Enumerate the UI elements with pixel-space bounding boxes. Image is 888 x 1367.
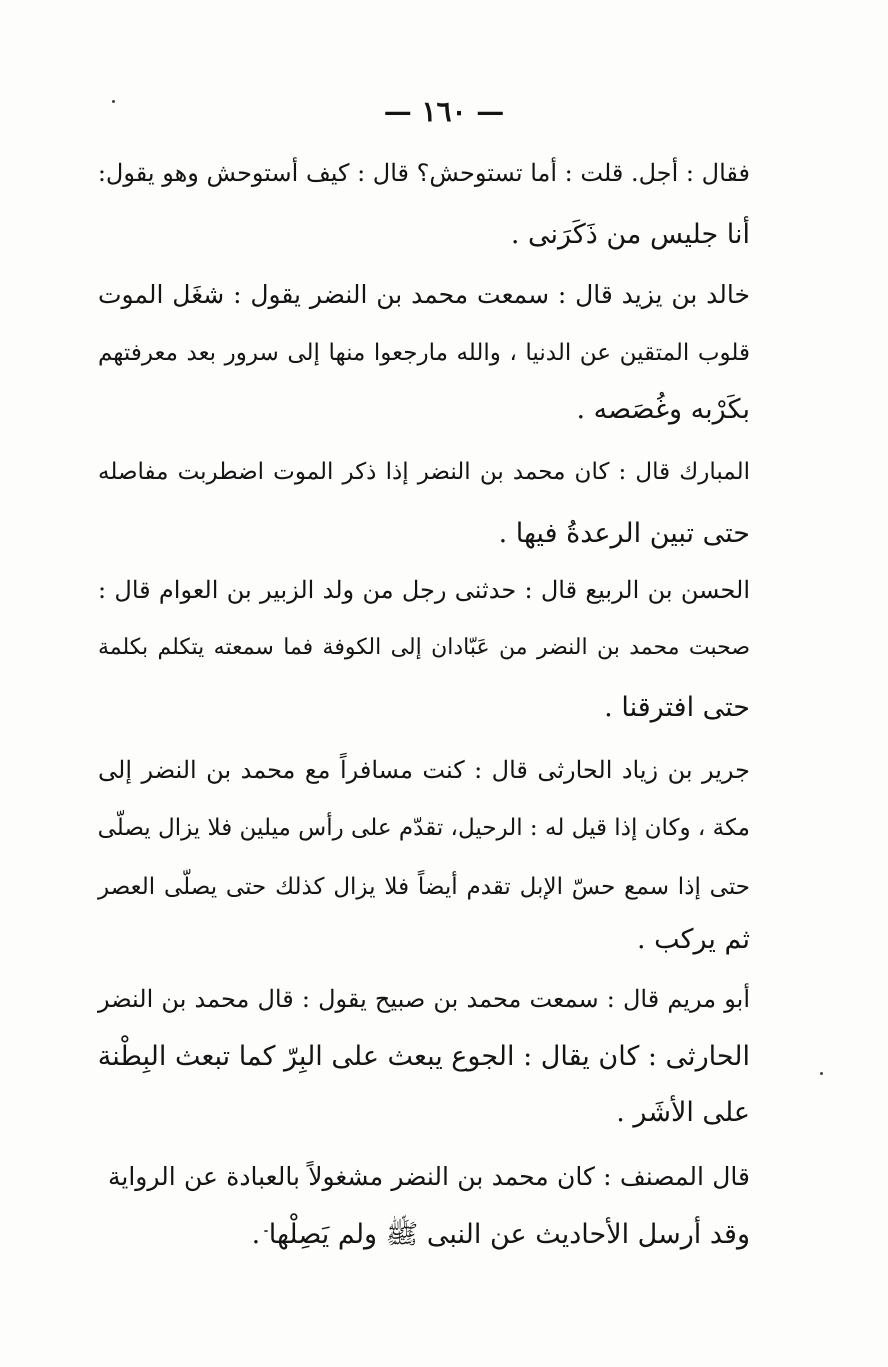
text-line: الحسن بن الربيع قال : حدثنى رجل من ولد الزبير بن العوام قال : xyxy=(98,576,750,604)
text-line: على الأشَر . xyxy=(616,1097,750,1128)
paragraph xyxy=(98,268,750,438)
text-line: جرير بن زياد الحارثى قال : كنت مسافراً مع محمد بن النضر إلى xyxy=(98,756,750,784)
page-number: — ١٦٠ — xyxy=(383,95,505,128)
text-line: حتى تبين الرعدةُ فيها . xyxy=(498,518,750,549)
text-line: حتى إذا سمع حسّ الإبل تقدم أيضاً فلا يزال كذلك حتى يصلّى العصر xyxy=(98,874,750,900)
text-line: صحبت محمد بن النضر من عَبّادان إلى الكوفة فما سمعته يتكلم بكلمة xyxy=(98,635,750,660)
ink-speck xyxy=(820,1072,823,1075)
text-line: مكة ، وكان إذا قيل له : الرحيل، تقدّم على رأس ميلين فلا يزال يصلّى xyxy=(97,815,750,841)
text-line: قلوب المتقين عن الدنيا ، والله مارجعوا منها إلى سرور بعد معرفتهم xyxy=(98,340,750,366)
text-line: بكَرْبه وغُصَصه . xyxy=(576,394,750,425)
text-line: حتى افترقنا . xyxy=(604,692,750,723)
paragraph xyxy=(108,1150,750,1270)
text-line: ثم يركب . xyxy=(636,924,750,955)
text-line: المبارك قال : كان محمد بن النضر إذا ذكر الموت اضطربت مفاصله xyxy=(98,459,750,485)
text-line: وقد أرسل الأحاديث عن النبى ﷺ ولم يَصِلْها . xyxy=(251,1219,750,1250)
text-line: أبو مريم قال : سمعت محمد بن صبيح يقول : قال محمد بن النضر xyxy=(98,985,750,1013)
paragraph xyxy=(98,445,750,560)
paragraph xyxy=(98,743,750,973)
text-line: الحارثى : كان يقال : الجوع يبعث على البِرّ كما تبعث البِطْنة xyxy=(97,1041,750,1072)
text-line: خالد بن يزيد قال : سمعت محمد بن النضر يقول : شغَل الموت xyxy=(98,280,750,309)
text-line: فقال : أجل. قلت : أما تستوحش؟ قال : كيف أستوحش وهو يقول: xyxy=(97,159,750,187)
paragraph xyxy=(98,972,750,1147)
paragraph xyxy=(98,563,750,738)
paragraph xyxy=(98,146,750,266)
text-line: أنا جليس من ذَكَرَنى . xyxy=(510,219,750,250)
text-line: قال المصنف : كان محمد بن النضر مشغولاً بالعبادة عن الرواية xyxy=(108,1162,750,1191)
